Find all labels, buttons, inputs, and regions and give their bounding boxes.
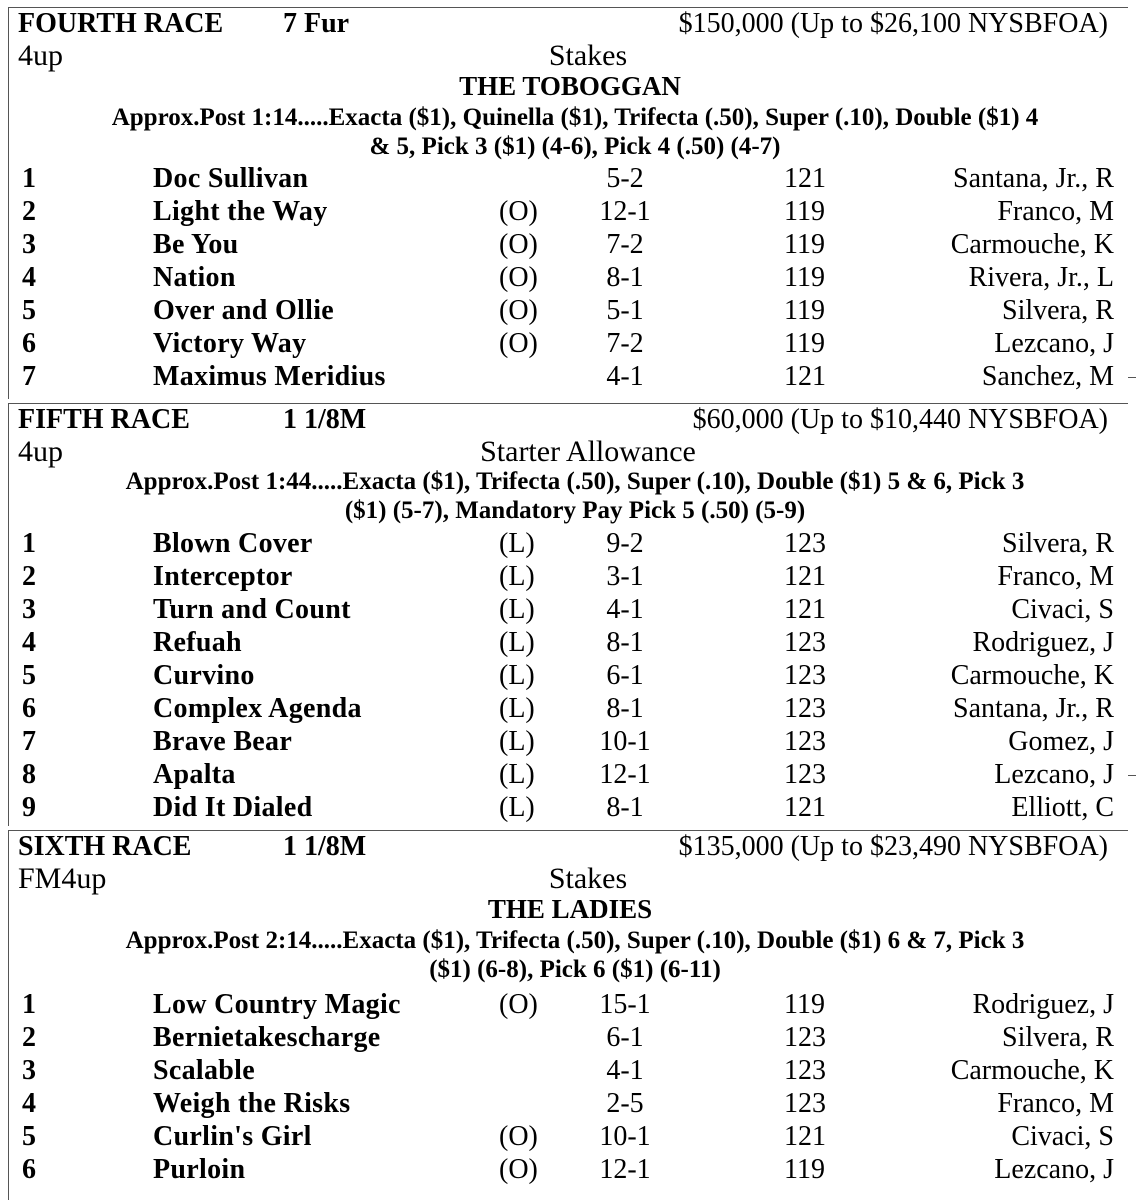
post-position: 3 (22, 229, 36, 260)
wagers-line: Approx.Post 1:14.....Exacta ($1), Quinella ($1), Trifecta (.50), Super (.10), Double ($1) 4 (111, 104, 1039, 131)
medication-code: (O) (499, 989, 538, 1020)
stakes-name: THE LADIES (487, 894, 653, 924)
medication-code: (O) (499, 229, 538, 260)
horse-name: Turn and Count (153, 594, 351, 625)
jockey-name: Rivera, Jr., L (968, 262, 1114, 293)
horse-name: Nation (153, 262, 236, 293)
medication-code: (L) (499, 759, 535, 790)
morning-line-odds: 8-1 (606, 792, 644, 823)
entry-row (0, 791, 1136, 824)
race-age: FM4up (18, 862, 107, 895)
weight: 123 (784, 1022, 826, 1053)
post-position: 4 (22, 1088, 36, 1119)
medication-code: (L) (499, 693, 535, 724)
medication-code: (L) (499, 627, 535, 658)
entry-row (0, 725, 1136, 758)
wagers-line: Approx.Post 2:14.....Exacta ($1), Trifecta (.50), Super (.10), Double ($1) 6 & 7, Pick 3 (125, 927, 1025, 954)
morning-line-odds: 8-1 (606, 262, 644, 293)
race-type: Starter Allowance (480, 435, 696, 468)
horse-name: Apalta (153, 759, 236, 790)
jockey-name: Rodriguez, J (972, 989, 1114, 1020)
entry-row (0, 261, 1136, 294)
race-purse: $150,000 (Up to $26,100 NYSBFOA) (678, 8, 1108, 39)
wagers-line: ($1) (6-8), Pick 6 ($1) (6-11) (429, 956, 721, 983)
jockey-name: Silvera, R (1002, 1022, 1114, 1053)
weight: 119 (784, 989, 825, 1020)
post-position: 2 (22, 561, 36, 592)
horse-name: Light the Way (153, 196, 328, 227)
entry-row (0, 1120, 1136, 1153)
jockey-name: Lezcano, J (994, 328, 1114, 359)
morning-line-odds: 2-5 (606, 1088, 644, 1119)
morning-line-odds: 12-1 (599, 759, 651, 790)
morning-line-odds: 4-1 (606, 1055, 644, 1086)
post-position: 6 (22, 328, 36, 359)
entry-row (0, 228, 1136, 261)
race-distance: 1 1/8M (283, 404, 367, 435)
entry-row (0, 1087, 1136, 1120)
entry-row (0, 1021, 1136, 1054)
horse-name: Doc Sullivan (153, 163, 309, 194)
horse-name: Interceptor (153, 561, 293, 592)
post-position: 4 (22, 262, 36, 293)
medication-code: (O) (499, 262, 538, 293)
horse-name: Be You (153, 229, 239, 260)
race-purse: $135,000 (Up to $23,490 NYSBFOA) (678, 831, 1108, 862)
jockey-name: Silvera, R (1002, 528, 1114, 559)
morning-line-odds: 8-1 (606, 627, 644, 658)
weight: 121 (784, 561, 826, 592)
weight: 121 (784, 594, 826, 625)
morning-line-odds: 5-1 (606, 295, 644, 326)
weight: 119 (784, 196, 825, 227)
post-position: 1 (22, 163, 36, 194)
medication-code: (L) (499, 660, 535, 691)
wagers-line: & 5, Pick 3 ($1) (4-6), Pick 4 (.50) (4-7) (369, 133, 781, 160)
jockey-name: Carmouche, K (950, 229, 1114, 260)
morning-line-odds: 6-1 (606, 660, 644, 691)
stakes-name: THE TOBOGGAN (459, 71, 681, 101)
weight: 123 (784, 660, 826, 691)
horse-name: Low Country Magic (153, 989, 401, 1020)
morning-line-odds: 7-2 (606, 328, 644, 359)
race-section (0, 830, 1136, 1200)
horse-name: Victory Way (153, 328, 307, 359)
post-position: 5 (22, 660, 36, 691)
entry-row (0, 162, 1136, 195)
medication-code: (L) (499, 528, 535, 559)
morning-line-odds: 7-2 (606, 229, 644, 260)
horse-name: Scalable (153, 1055, 255, 1086)
weight: 119 (784, 295, 825, 326)
medication-code: (L) (499, 726, 535, 757)
horse-name: Brave Bear (153, 726, 293, 757)
entry-row (0, 560, 1136, 593)
jockey-name: Civaci, S (1011, 594, 1114, 625)
jockey-name: Civaci, S (1011, 1121, 1114, 1152)
race-section (0, 7, 1136, 399)
morning-line-odds: 12-1 (599, 196, 651, 227)
medication-code: (O) (499, 1154, 538, 1185)
medication-code: (L) (499, 561, 535, 592)
weight: 119 (784, 328, 825, 359)
medication-code: (O) (499, 295, 538, 326)
post-position: 3 (22, 594, 36, 625)
horse-name: Weigh the Risks (153, 1088, 351, 1119)
horse-name: Curvino (153, 660, 255, 691)
weight: 121 (784, 1121, 826, 1152)
race-section (0, 403, 1136, 826)
horse-name: Purloin (153, 1154, 246, 1185)
jockey-name: Lezcano, J (994, 759, 1114, 790)
wagers-line: Approx.Post 1:44.....Exacta ($1), Trifecta (.50), Super (.10), Double ($1) 5 & 6, Pick 3 (125, 468, 1025, 495)
entry-row (0, 988, 1136, 1021)
race-type: Stakes (548, 39, 628, 72)
jockey-name: Lezcano, J (994, 1154, 1114, 1185)
morning-line-odds: 9-2 (606, 528, 644, 559)
morning-line-odds: 4-1 (606, 361, 644, 392)
entry-row (0, 659, 1136, 692)
horse-name: Refuah (153, 627, 242, 658)
weight: 123 (784, 759, 826, 790)
jockey-name: Franco, M (997, 1088, 1114, 1119)
jockey-name: Carmouche, K (950, 660, 1114, 691)
post-position: 4 (22, 627, 36, 658)
jockey-name: Sanchez, M (981, 361, 1114, 392)
morning-line-odds: 5-2 (606, 163, 644, 194)
weight: 123 (784, 1088, 826, 1119)
entry-row (0, 758, 1136, 791)
post-position: 7 (22, 726, 36, 757)
medication-code: (L) (499, 594, 535, 625)
entry-row (0, 1054, 1136, 1087)
morning-line-odds: 3-1 (606, 561, 644, 592)
weight: 123 (784, 1055, 826, 1086)
post-position: 3 (22, 1055, 36, 1086)
jockey-name: Silvera, R (1002, 295, 1114, 326)
horse-name: Curlin's Girl (153, 1121, 312, 1152)
jockey-name: Santana, Jr., R (953, 163, 1114, 194)
weight: 123 (784, 726, 826, 757)
post-position: 8 (22, 759, 36, 790)
race-age: 4up (18, 435, 63, 468)
race-name: FOURTH RACE (18, 8, 224, 39)
post-position: 2 (22, 1022, 36, 1053)
jockey-name: Rodriguez, J (972, 627, 1114, 658)
morning-line-odds: 4-1 (606, 594, 644, 625)
post-position: 5 (22, 295, 36, 326)
horse-name: Maximus Meridius (153, 361, 386, 392)
jockey-name: Franco, M (997, 196, 1114, 227)
race-name: SIXTH RACE (18, 831, 192, 862)
weight: 123 (784, 528, 826, 559)
entry-row (0, 1153, 1136, 1186)
post-position: 6 (22, 693, 36, 724)
jockey-name: Franco, M (997, 561, 1114, 592)
jockey-name: Elliott, C (1011, 792, 1114, 823)
horse-name: Blown Cover (153, 528, 313, 559)
entry-row (0, 692, 1136, 725)
post-position: 2 (22, 196, 36, 227)
post-position: 5 (22, 1121, 36, 1152)
race-purse: $60,000 (Up to $10,440 NYSBFOA) (692, 404, 1108, 435)
morning-line-odds: 8-1 (606, 693, 644, 724)
medication-code: (L) (499, 792, 535, 823)
horse-name: Complex Agenda (153, 693, 362, 724)
race-name: FIFTH RACE (18, 404, 190, 435)
medication-code: (O) (499, 1121, 538, 1152)
morning-line-odds: 10-1 (599, 1121, 651, 1152)
post-position: 1 (22, 989, 36, 1020)
morning-line-odds: 15-1 (599, 989, 651, 1020)
weight: 121 (784, 792, 826, 823)
entry-row (0, 360, 1136, 393)
weight: 121 (784, 361, 826, 392)
post-position: 9 (22, 792, 36, 823)
entry-row (0, 195, 1136, 228)
medication-code: (O) (499, 328, 538, 359)
weight: 121 (784, 163, 826, 194)
horse-name: Did It Dialed (153, 792, 313, 823)
morning-line-odds: 10-1 (599, 726, 651, 757)
wagers-line: ($1) (5-7), Mandatory Pay Pick 5 (.50) (5-9) (344, 497, 806, 524)
weight: 123 (784, 627, 826, 658)
race-age: 4up (18, 39, 63, 72)
entry-row (0, 327, 1136, 360)
entry-row (0, 626, 1136, 659)
morning-line-odds: 6-1 (606, 1022, 644, 1053)
post-position: 6 (22, 1154, 36, 1185)
weight: 119 (784, 262, 825, 293)
weight: 123 (784, 693, 826, 724)
race-type: Stakes (548, 862, 628, 895)
weight: 119 (784, 229, 825, 260)
post-position: 1 (22, 528, 36, 559)
morning-line-odds: 12-1 (599, 1154, 651, 1185)
jockey-name: Santana, Jr., R (953, 693, 1114, 724)
jockey-name: Gomez, J (1008, 726, 1114, 757)
jockey-name: Carmouche, K (950, 1055, 1114, 1086)
entry-row (0, 294, 1136, 327)
entry-row (0, 527, 1136, 560)
weight: 119 (784, 1154, 825, 1185)
horse-name: Over and Ollie (153, 295, 335, 326)
medication-code: (O) (499, 196, 538, 227)
entry-row (0, 593, 1136, 626)
race-distance: 1 1/8M (283, 831, 367, 862)
post-position: 7 (22, 361, 36, 392)
horse-name: Bernietakescharge (153, 1022, 381, 1053)
race-distance: 7 Fur (283, 8, 350, 39)
